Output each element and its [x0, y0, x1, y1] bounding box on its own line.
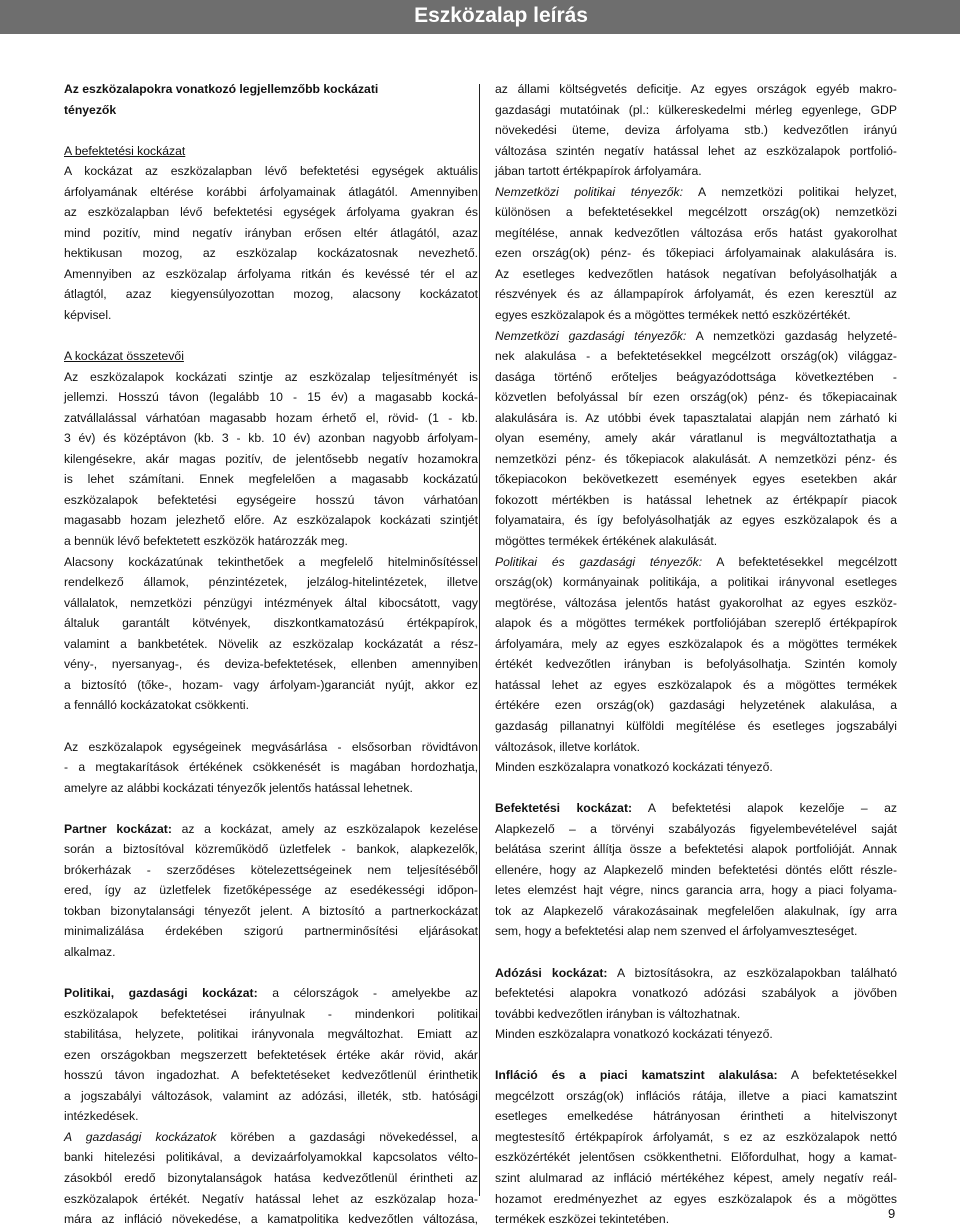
text-line-body: ered, így az üzletfelek fizetőképessége az esedékességi időpon-	[64, 883, 478, 898]
header-bar	[0, 0, 960, 34]
text-line-body: Minden eszközalapra vonatkozó kockázati tényező.	[495, 1027, 773, 1042]
text-line	[64, 469, 478, 490]
text-line-body: 3 év) és középtávon (kb. 3 - kb. 10 év) azonban nagyobb árfolyam-	[64, 431, 478, 446]
text-line-body: olyan esemény, amely akár váratlanul is megváltoztathatja a	[495, 431, 897, 446]
text-line	[64, 1065, 478, 1086]
text-line	[64, 695, 478, 716]
text-line-body: hektikusan mozog, az eszközalap kockázatosnak nevezhető.	[64, 246, 478, 261]
text-line-body: belátása szerint állítja össze a befektetési alapok portfolióját. Annak	[495, 842, 897, 857]
text-line	[495, 675, 897, 696]
text-line-body: változások, illetve korlátok.	[495, 739, 640, 754]
text-line	[495, 510, 897, 531]
text-line-body: átlagtól, azaz kiegyensúlyozottan mozog, alacsony kockázatot	[64, 287, 478, 302]
text-line	[64, 778, 478, 799]
text-line	[495, 387, 897, 408]
text-line-body: a fennálló kockázatokat csökkenti.	[64, 698, 249, 713]
text-line-body: az állami költségvetés deficitje. Az egyes országok egyéb makro-	[495, 82, 897, 96]
text-line	[64, 757, 478, 778]
inline-heading: Nemzetközi politikai tényezők:	[495, 184, 683, 199]
text-line	[64, 284, 478, 305]
text-line-body: - a megtakarítások értékének csökkenését is magában hordozhatja,	[64, 760, 478, 775]
section-heading	[64, 141, 478, 162]
inline-heading: Befektetési kockázat:	[495, 801, 633, 816]
paragraph-gap	[495, 1045, 897, 1066]
page-number: 9	[888, 1206, 896, 1221]
text-line	[64, 634, 478, 655]
text-line	[495, 1024, 897, 1045]
text-line-body: változása szintén negatív hatással lehet az eszközalapok portfolió-	[495, 143, 897, 158]
text-line-body: az a kockázat, amely az eszközalapok kezelése	[181, 821, 479, 836]
text-line	[495, 1086, 897, 1107]
text-line	[64, 1004, 478, 1025]
paragraph-gap	[64, 326, 478, 347]
text-line	[64, 1045, 478, 1066]
text-line-body: A befektetési kockázat	[64, 143, 186, 158]
text-line	[64, 1127, 478, 1148]
text-line	[495, 737, 897, 758]
text-line-body: a célországok - amelyekbe az	[272, 986, 478, 1001]
inline-heading: Partner kockázat:	[64, 821, 172, 836]
text-line	[64, 983, 478, 1004]
text-line	[64, 531, 478, 552]
text-line-body: A kockázat az eszközalapban lévő befektetési egységek aktuális	[64, 164, 478, 179]
text-line-body: A nemzetközi gazdaság helyzeté-	[695, 328, 898, 343]
text-line-body: esetleges emelkedése hátrányosan érintheti a hitelviszonyt	[495, 1109, 897, 1124]
text-line	[495, 223, 897, 244]
text-line-body: szint alulmarad az infláció mértékéhez képest, amely negatív reál-	[495, 1170, 897, 1185]
text-line-body: vállalatok, nemzetközi pénzügyi intézmények által kibocsátott, vagy	[64, 595, 478, 610]
text-line-body: stabilitása, helyzete, politikai irányvonala megváltozhat. Emiatt az	[64, 1027, 478, 1042]
text-line-body: kilengésekre, akár magas pozitív, de jelentősebb negatív hozamokra	[64, 451, 478, 466]
text-line	[495, 531, 897, 552]
right-column	[495, 79, 897, 1230]
inline-heading: Adózási kockázat:	[495, 965, 608, 980]
text-line	[495, 490, 897, 511]
text-line	[495, 367, 897, 388]
text-line	[495, 449, 897, 470]
text-line	[64, 490, 478, 511]
text-line-body: tényezők	[64, 102, 117, 117]
text-line	[495, 1004, 897, 1025]
text-line-body: hosszú távon ingadozhat. A befektetéseket kedvezőtlenül érinthetik	[64, 1068, 478, 1083]
text-line-body: hatással lehet az egyes eszközalapok és a mögöttes termékek	[495, 677, 897, 692]
text-line	[495, 1189, 897, 1210]
text-line	[64, 408, 478, 429]
text-line-body: megítélése, annak kedvezőtlen változása erős hatást gyakorolhat	[495, 225, 897, 240]
text-line-body: Alacsony kockázatúnak tekinthetőek a megfelelő hitelminősítéssel	[64, 554, 478, 569]
text-line-body: részvények és az állampapírok árfolyamát, és ezen keresztül az	[495, 287, 897, 302]
text-line	[64, 942, 478, 963]
text-line-body: Az eszközalapok egységeinek megvásárlása - elsősorban rövidtávon	[64, 739, 478, 754]
text-line	[495, 79, 897, 100]
text-line	[64, 428, 478, 449]
text-line-body: tok az Alapkezelő várakozásainak megfelelően alakulnak, így arra	[495, 903, 897, 918]
text-line-body: A befektetésekkel	[790, 1068, 898, 1083]
text-line	[495, 613, 897, 634]
text-line	[495, 326, 897, 347]
text-line	[495, 757, 897, 778]
text-line-body: rendelkező államok, pénzintézetek, jelzálog-hitelintézetek, illetve	[64, 575, 478, 590]
text-line	[495, 860, 897, 881]
text-line-body: megtörése, változása jelentős hatást gyakorolhat az egyes eszköz-	[495, 595, 897, 610]
text-line	[495, 305, 897, 326]
text-line	[495, 695, 897, 716]
text-line-body: intézkedések.	[64, 1109, 139, 1124]
paragraph-gap	[64, 963, 478, 984]
text-line-body: tokban bizonytalansági tényezőt jelent. A biztosító a partnerkockázat	[64, 903, 478, 918]
text-line	[64, 860, 478, 881]
text-line	[495, 243, 897, 264]
text-line-body: jában tartott értékpapírok árfolyamára.	[495, 164, 702, 179]
text-line	[64, 572, 478, 593]
text-line-body: gazdaság pillanatnyi külföldi megítélése és esetleges jogszabályi	[495, 718, 897, 733]
text-line	[495, 1209, 897, 1230]
text-line-body: A befektetési alapok kezelője – az	[647, 801, 898, 816]
text-line-body: közvetlen befolyással bír ezen ország(ok) pénz- és tőkepiacainak	[495, 390, 897, 405]
text-line	[495, 100, 897, 121]
text-line	[64, 593, 478, 614]
text-line-body: eszközértékét jelentősen csökkenthetni. Előfordulhat, hogy a kamat-	[495, 1150, 897, 1165]
text-line-body: alakulására is. Az utóbbi évek tapasztalatai alapján nem zárható ki	[495, 410, 897, 425]
inline-heading: A gazdasági kockázatok	[64, 1129, 217, 1144]
text-line-body: mind pozitív, mind negatív irányban erősen eltér átlagától, azaz	[64, 225, 478, 240]
text-line	[495, 141, 897, 162]
inline-heading: Politikai, gazdasági kockázat:	[64, 986, 258, 1001]
text-line	[495, 182, 897, 203]
inline-heading: Politikai és gazdasági tényezők:	[495, 554, 703, 569]
paragraph-gap	[495, 942, 897, 963]
text-line	[495, 346, 897, 367]
text-line	[495, 716, 897, 737]
text-line-body: A kockázat összetevői	[64, 349, 184, 364]
text-line-body: árfolyamának eltérése korábbi árfolyamainak átlagától. Amennyiben	[64, 184, 478, 199]
text-line-body: az eszközalapban lévő befektetési egységek árfolyama gyakran és	[64, 205, 478, 220]
text-line	[495, 202, 897, 223]
text-line	[495, 552, 897, 573]
paragraph-gap	[64, 798, 478, 819]
text-line	[495, 798, 897, 819]
text-line	[64, 243, 478, 264]
text-line-body: megtestesítő értékpapírok árfolyamát, s ez az eszközalapok nettó	[495, 1129, 897, 1144]
text-line-body: általuk garantált kötvények, diszkontkamatozású értékpapírok,	[64, 616, 478, 631]
text-line-body: ezen ország(ok) pénz- és tőkepiaci árfolyamainak alakulására is.	[495, 246, 897, 261]
inline-heading: Infláció és a piaci kamatszint alakulása:	[495, 1068, 778, 1083]
text-line-body: letes elemzést hajt végre, nincs garancia arra, hogy a piaci folyama-	[495, 883, 897, 898]
text-line	[495, 880, 897, 901]
text-line	[495, 1106, 897, 1127]
text-line	[64, 1106, 478, 1127]
text-line-body: Alapkezelő – a törvényi szabályozás figyelembevételével saját	[495, 821, 897, 836]
text-line	[64, 387, 478, 408]
text-line-body: minimalizálása érdekében szigorú partnerminősítési eljárásokat	[64, 924, 478, 939]
text-line-body: Amennyiben az eszközalap árfolyama ritkán és kevéssé tér el az	[64, 266, 478, 281]
text-line-body: eszközalapok befektetési egységeire hosszú távon várhatóan	[64, 492, 478, 507]
text-line	[64, 223, 478, 244]
paragraph-gap	[495, 778, 897, 799]
paragraph-gap	[64, 120, 478, 141]
text-line-body: a jogszabályi változások, valamint az adózási, illeték, stb. hatósági	[64, 1088, 478, 1103]
text-line	[495, 1168, 897, 1189]
text-line-body: nemzetközi pénz- és tőkepiacok alakulását. A nemzetközi pénz- és	[495, 451, 897, 466]
text-line-body: A nemzetközi politikai helyzet,	[698, 184, 898, 199]
text-line	[64, 161, 478, 182]
text-line-body: eszközalapok befektetései irányulnak - mindenkori politikai	[64, 1006, 478, 1021]
text-line-body: Az esetleges kedvezőtlen hatások negatívan befolyásolhatják a	[495, 266, 897, 281]
text-line	[64, 202, 478, 223]
text-line	[64, 264, 478, 285]
text-line-body: hozamot eredményezhet az egyes eszközalapok és a mögöttes	[495, 1191, 897, 1206]
text-line	[64, 182, 478, 203]
text-line	[64, 839, 478, 860]
text-line-body: brókerházak - szerződéses kötelezettségeinek nem teljesítéséből	[64, 862, 478, 877]
text-line-body: során a biztosítóval közreműködő üzletfelek - bankok, alapkezelők,	[64, 842, 478, 857]
text-line-body: Minden eszközalapra vonatkozó kockázati tényező.	[495, 760, 773, 775]
text-line	[64, 1209, 478, 1230]
text-line-body: fokozott mértékben is hatással lehetnek az értékpapír piacok	[495, 492, 897, 507]
text-line-body: ország(ok) kormányainak politikája, a politikai irányvonal esetleges	[495, 575, 897, 590]
text-line-body: valamint a bankbetétek. Növelik az eszközalap kockázatát a rész-	[64, 636, 478, 651]
text-line	[495, 634, 897, 655]
text-line-body: termékek eszközei tekintetében.	[495, 1212, 670, 1227]
text-line	[495, 901, 897, 922]
left-column	[64, 79, 478, 1230]
text-line	[495, 839, 897, 860]
text-line	[64, 100, 478, 121]
text-line-body: értékét kedvezőtlen irányban is befolyásolhatja. Szintén komoly	[495, 657, 897, 672]
text-line-body: növekedési üteme, deviza árfolyama stb.) kedvezőtlen irányú	[495, 123, 897, 138]
text-line-body: amelyre az alábbi kockázati tényezők jelentős hatással lehetnek.	[64, 780, 413, 795]
text-line	[495, 1147, 897, 1168]
text-line-body: mára az infláció növekedése, a kamatpolitika kedvezőtlen változása,	[64, 1212, 478, 1227]
text-line-body: körében a gazdasági növekedéssel, a	[230, 1129, 479, 1144]
text-line-body: ellenére, hogy az Alapkezelő minden befektetési döntés előtt részle-	[495, 862, 897, 877]
text-line	[495, 819, 897, 840]
text-line	[64, 1086, 478, 1107]
inline-heading: Nemzetközi gazdasági tényezők:	[495, 328, 687, 343]
text-line	[64, 901, 478, 922]
text-line	[64, 1147, 478, 1168]
text-line-body: a biztosító (tőke-, hozam- vagy árfolyam-)garanciát nyújt, akkor ez	[64, 677, 478, 692]
text-line-body: ezen országokban megszerzett befektetések értéke akár rövid, akár	[64, 1047, 478, 1062]
text-line-body: magasabb hozam jelezhető előre. Az eszközalapok kockázati szintjét	[64, 513, 478, 528]
text-line	[64, 305, 478, 326]
text-line	[64, 79, 478, 100]
text-line-body: banki hitelezési politikával, a devizaárfolyamokkal kapcsolatos vélto-	[64, 1150, 478, 1165]
text-line	[495, 921, 897, 942]
text-line-body: Az eszközalapokra vonatkozó legjellemzőbb kockázati	[64, 82, 379, 96]
text-line-body: A biztosításokra, az eszközalapokban található	[617, 965, 897, 980]
text-line	[64, 552, 478, 573]
text-line-body: árfolyamára, mely az egyes eszközalapok és a mögöttes termékek	[495, 636, 897, 651]
text-line-body: értékére ezen ország(ok) gazdasági helyzetének alakulása, a	[495, 698, 897, 713]
text-line-body: sem, hogy a befektetési alap nem szenved el árfolyamveszteséget.	[495, 924, 858, 939]
text-line	[64, 449, 478, 470]
text-line-body: tőkepiacokon bekövetkezett események egyes esetekben akár	[495, 472, 897, 487]
text-line	[64, 675, 478, 696]
text-line	[495, 1065, 897, 1086]
text-line	[495, 572, 897, 593]
text-line	[64, 819, 478, 840]
text-line	[495, 161, 897, 182]
text-line	[495, 428, 897, 449]
text-line	[64, 367, 478, 388]
text-line	[64, 921, 478, 942]
text-line	[64, 1024, 478, 1045]
text-line	[495, 963, 897, 984]
text-line-body: mögöttes termékek értékének alakulását.	[495, 534, 718, 549]
text-line-body: Az eszközalapok kockázati szintje az eszközalap teljesítményét is	[64, 369, 478, 384]
text-line	[64, 880, 478, 901]
text-line	[64, 510, 478, 531]
text-line	[495, 284, 897, 305]
text-line-body: képvisel.	[64, 308, 112, 323]
text-line-body: alapok és a mögöttes termékek portfoliójában szereplő értékpapírok	[495, 616, 897, 631]
text-line-body: A befektetésekkel megcélzott	[716, 554, 897, 569]
text-line-body: a bennük lévő befektetett eszközök határozzák meg.	[64, 534, 348, 549]
text-line	[495, 983, 897, 1004]
page-title: Eszközalap leírás	[414, 4, 588, 27]
text-line-body: egyes eszközalapok és a mögöttes termékek nettó eszközértékét.	[495, 308, 851, 323]
text-line-body: nek alakulása - a befektetésekkel megcélzott ország(ok) világgaz-	[495, 349, 897, 364]
text-line	[495, 469, 897, 490]
text-line	[495, 408, 897, 429]
text-line	[495, 593, 897, 614]
text-line	[495, 120, 897, 141]
text-line-body: zatvállalással várhatóan magasabb hozam érhető el, rövid- (1 - kb.	[64, 410, 478, 425]
text-line-body: gazdasági mutatóinak (pl.: külkereskedelmi mérleg egyenlege, GDP	[495, 102, 897, 117]
text-line-body: eszközalapok értékét. Negatív hatással lehet az eszközalap hoza-	[64, 1191, 478, 1206]
text-line-body: alkalmaz.	[64, 944, 116, 959]
text-line-body: vény-, nyersanyag-, és deviza-befektetések, ellenben amennyiben	[64, 657, 478, 672]
text-line-body: további kedvezőtlen irányban is változhatnak.	[495, 1006, 741, 1021]
section-heading	[64, 346, 478, 367]
text-line-body: különösen a befektetésekkel megcélzott ország(ok) nemzetközi	[495, 205, 897, 220]
paragraph-gap	[64, 716, 478, 737]
text-line	[495, 264, 897, 285]
text-line	[64, 1189, 478, 1210]
text-line	[495, 1127, 897, 1148]
text-line	[64, 654, 478, 675]
column-divider	[479, 84, 480, 1196]
text-line-body: folyamataira, és így befolyásolhatják az egyes eszközalapok és a	[495, 513, 897, 528]
text-line	[64, 1168, 478, 1189]
text-line-body: zásokból eredő bizonytalanságok hatása kedvezőtlenül érintheti az	[64, 1170, 478, 1185]
text-line-body: jellemzi. Hosszú távon (legalább 10 - 15 év) a magasabb kocká-	[64, 390, 478, 405]
text-line	[64, 613, 478, 634]
text-line-body: befektetési alapokra vonatkozó adózási szabályok a jövőben	[495, 986, 897, 1001]
text-line-body: megcélzott ország(ok) inflációs rátája, illetve a piaci kamatszint	[495, 1088, 897, 1103]
text-line	[495, 654, 897, 675]
text-line	[64, 737, 478, 758]
text-line-body: dasága történő erőteljes beágyazódottsága következtében -	[495, 369, 897, 384]
text-line-body: is lehet számítani. Ennek megfelelően a magasabb kockázatú	[64, 472, 478, 487]
